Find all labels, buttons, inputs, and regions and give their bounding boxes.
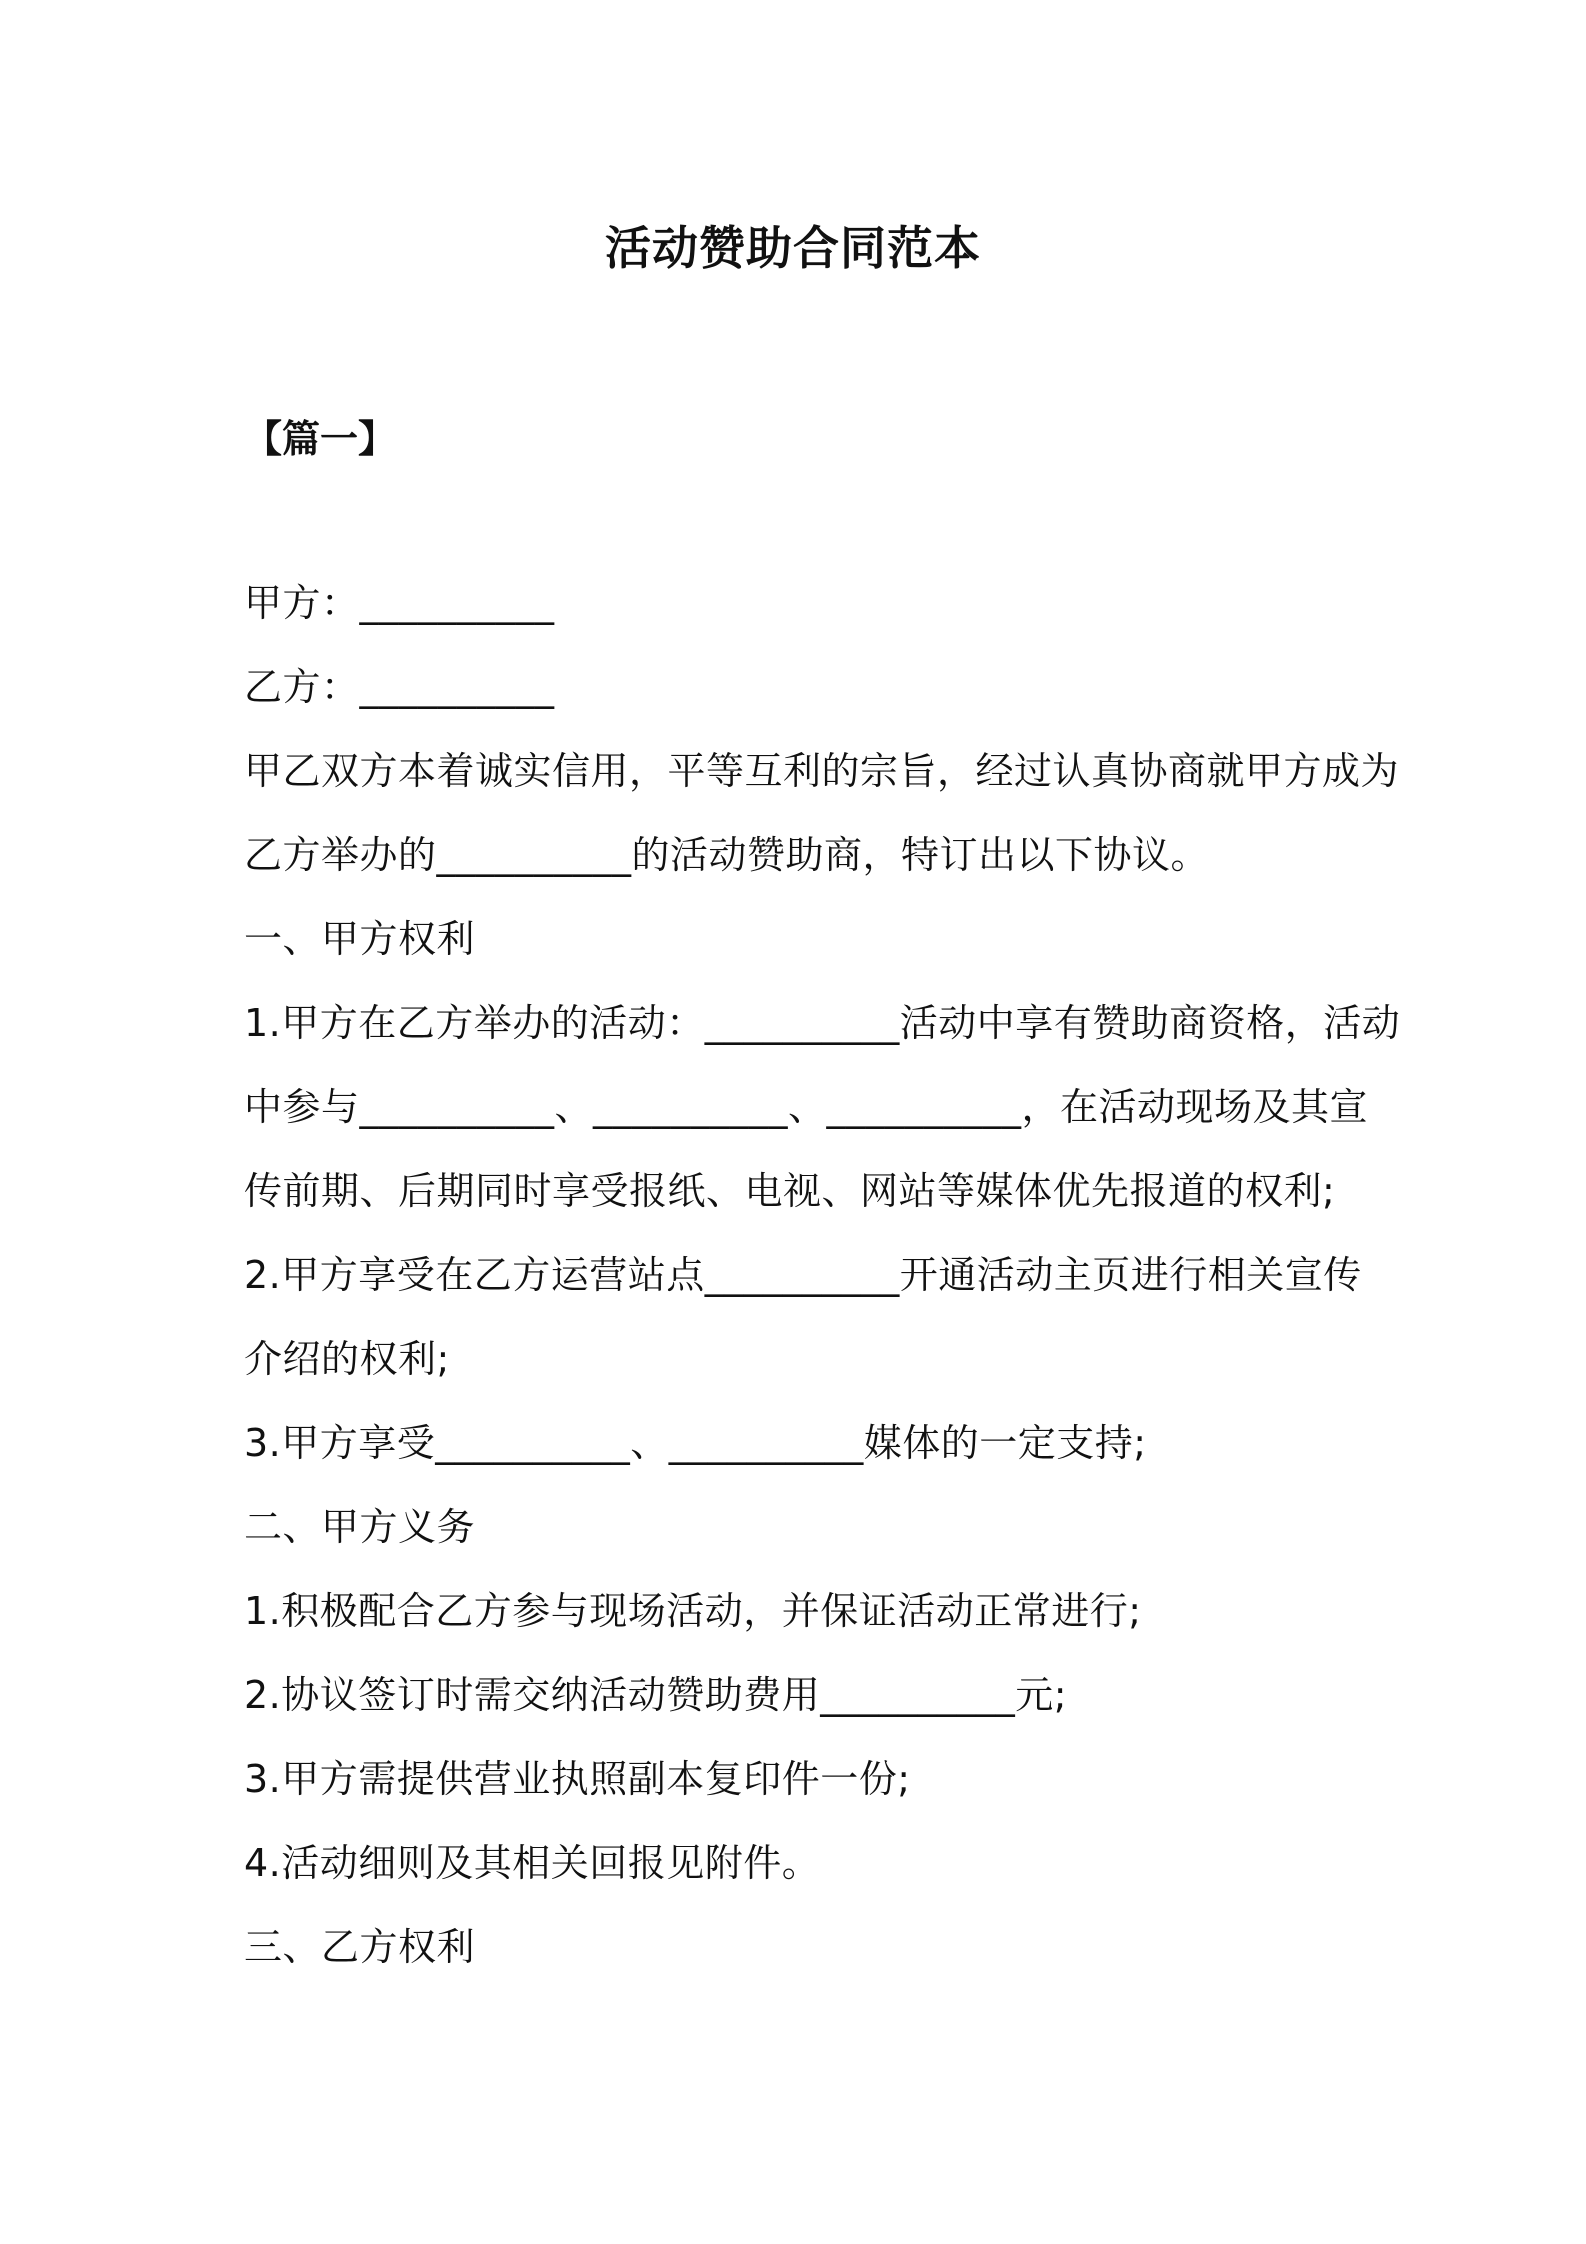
party-a-line: 甲方：__________ [244,581,555,625]
obligation-4-line: 4.活动细则及其相关回报见附件。 [244,1841,821,1885]
clause-a1-line-3: 传前期、后期同时享受报纸、电视、网站等媒体优先报道的权利; [244,1169,1336,1213]
obligation-1-line: 1.积极配合乙方参与现场活动，并保证活动正常进行; [244,1589,1142,1633]
clause-a1-line-2: 中参与__________、__________、__________，在活动现场及其宣 [244,1085,1369,1129]
document-title: 活动赞助合同范本 [605,221,981,275]
clause-a3-line: 3.甲方享受__________、__________媒体的一定支持; [244,1421,1147,1465]
clause-a2-line-1: 2.甲方享受在乙方运营站点__________开通活动主页进行相关宣传 [244,1253,1362,1297]
party-b-line: 乙方：__________ [244,665,555,709]
section-label: 【篇一】 [244,417,397,461]
obligation-2-line: 2.协议签订时需交纳活动赞助费用__________元; [244,1673,1068,1717]
clause-a1-line-1: 1.甲方在乙方举办的活动：__________活动中享有赞助商资格，活动 [244,1001,1401,1045]
clause-a2-line-2: 介绍的权利; [244,1337,450,1381]
preamble-line-2: 乙方举办的__________的活动赞助商，特订出以下协议。 [244,833,1210,877]
preamble-line-1: 甲乙双方本着诚实信用，平等互利的宗旨，经过认真协商就甲方成为 [244,749,1400,793]
heading-party-a-rights: 一、甲方权利 [244,917,476,961]
heading-party-b-rights: 三、乙方权利 [244,1925,476,1969]
obligation-3-line: 3.甲方需提供营业执照副本复印件一份; [244,1757,911,1801]
heading-party-a-obligations: 二、甲方义务 [244,1505,476,1549]
